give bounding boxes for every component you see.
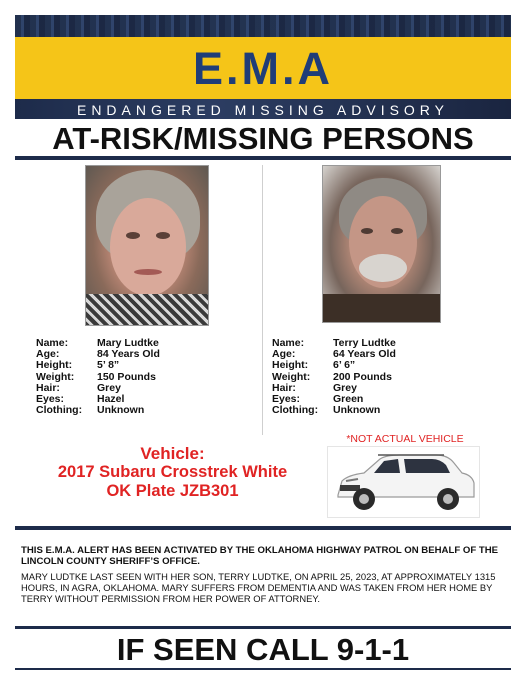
field-label: Name: bbox=[272, 337, 305, 349]
field-label: Eyes: bbox=[272, 393, 301, 406]
mouth bbox=[134, 269, 162, 275]
field-label: Height: bbox=[272, 359, 309, 372]
headline-rule bbox=[15, 156, 511, 160]
field-label: Height: bbox=[36, 359, 73, 372]
info-row-clothing bbox=[36, 405, 160, 416]
field-label: Clothing: bbox=[272, 404, 319, 417]
vehicle-plate: OK Plate JZB301 bbox=[106, 482, 239, 500]
field-label: Age: bbox=[36, 348, 60, 361]
field-value: 6’ 6” bbox=[333, 359, 356, 372]
field-value: Unknown bbox=[97, 404, 145, 417]
field-value: Mary Ludtke bbox=[97, 337, 159, 349]
eye bbox=[126, 232, 140, 239]
field-value: Green bbox=[333, 393, 364, 406]
eye bbox=[156, 232, 170, 239]
not-actual-vehicle-note: *NOT ACTUAL VEHICLE bbox=[346, 433, 464, 445]
column-divider bbox=[262, 165, 263, 435]
field-label: Clothing: bbox=[36, 404, 83, 417]
beard bbox=[359, 254, 407, 282]
info-row-height bbox=[36, 360, 160, 371]
face bbox=[110, 198, 186, 296]
info-row-height bbox=[272, 360, 396, 371]
field-value: Hazel bbox=[97, 393, 125, 406]
field-value: 150 Pounds bbox=[97, 370, 156, 383]
section-rule bbox=[15, 526, 511, 530]
field-label: Weight: bbox=[272, 370, 311, 383]
vehicle-model: 2017 Subaru Crosstrek White bbox=[57, 463, 288, 481]
headline: AT-RISK/MISSING PERSONS bbox=[52, 121, 474, 156]
car-illustration bbox=[328, 447, 481, 519]
field-label: Hair: bbox=[36, 381, 60, 394]
footer-rule-top bbox=[15, 626, 511, 629]
field-value: Terry Ludtke bbox=[333, 337, 396, 349]
shirt bbox=[323, 294, 441, 323]
field-label: Eyes: bbox=[36, 393, 65, 406]
alert-activation: THIS E.M.A. ALERT HAS BEEN ACTIVATED BY THE OKLAHOMA HIGHWAY PATROL ON BEHALF OF THE LINCOLN COUNTY SHERIFF’S OFFICE. bbox=[21, 545, 499, 567]
patterned-shirt bbox=[86, 294, 209, 326]
field-value: Unknown bbox=[333, 404, 381, 417]
field-label: Age: bbox=[272, 348, 296, 361]
mary-ludtke-photo bbox=[85, 165, 209, 326]
mary-info bbox=[36, 338, 160, 416]
alert-details: MARY LUDTKE LAST SEEN WITH HER SON, TERRY LUDTKE, ON APRIL 25, 2023, AT APPROXIMATELY 1315 HOURS, IN AGRA, OKLAHOMA. MARY SUFFERS FROM DEMENTIA AND WAS TAKEN FROM HER HOME BY TERRY WITHOUT PERMISSION FROM HER POWER OF ATTORNEY. bbox=[21, 571, 496, 604]
terry-info bbox=[272, 338, 396, 416]
vehicle-photo bbox=[327, 446, 480, 518]
ema-subtitle: ENDANGERED MISSING ADVISORY bbox=[76, 102, 449, 118]
eye bbox=[391, 228, 403, 234]
field-value: 200 Pounds bbox=[333, 370, 392, 383]
info-row-clothing bbox=[272, 405, 396, 416]
terry-ludtke-photo bbox=[322, 165, 441, 323]
field-value: 84 Years Old bbox=[97, 348, 160, 361]
field-label: Hair: bbox=[272, 381, 296, 394]
field-value: Grey bbox=[97, 381, 121, 394]
field-label: Name: bbox=[36, 337, 69, 349]
field-label: Weight: bbox=[36, 370, 75, 383]
ema-title: E.M.A bbox=[192, 43, 333, 94]
header-texture bbox=[15, 15, 511, 37]
field-value: 64 Years Old bbox=[333, 348, 396, 361]
field-value: 5’ 8” bbox=[97, 359, 120, 372]
footer-rule-bottom bbox=[15, 668, 511, 670]
field-value: Grey bbox=[333, 381, 357, 394]
vehicle-title: Vehicle: bbox=[140, 444, 205, 463]
eye bbox=[361, 228, 373, 234]
call-911: IF SEEN CALL 9-1-1 bbox=[116, 632, 410, 667]
vehicle-info bbox=[15, 444, 330, 501]
